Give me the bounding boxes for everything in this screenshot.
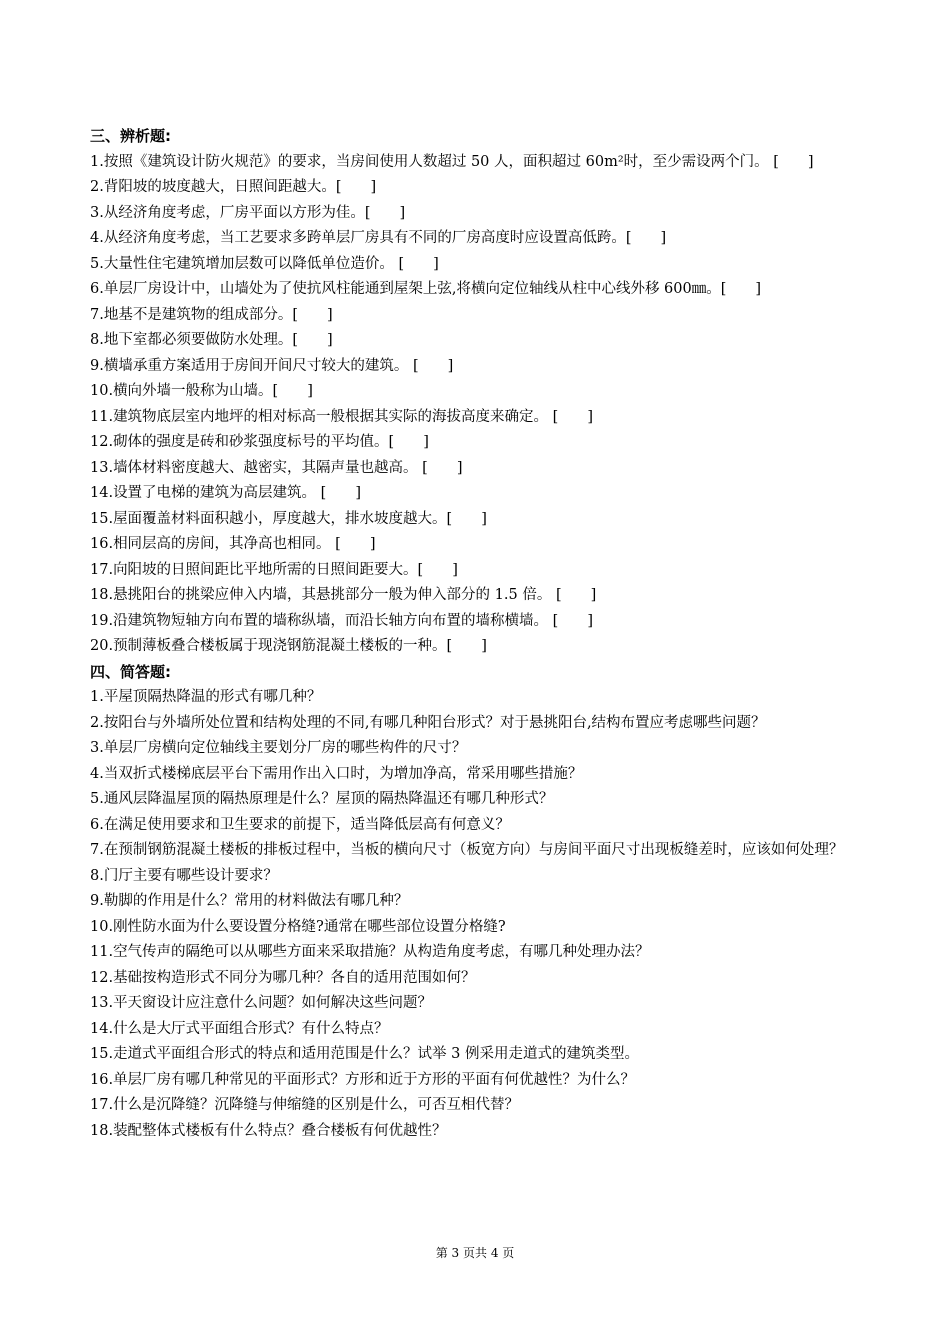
question-number: 1. xyxy=(90,153,104,170)
question-item xyxy=(90,940,870,966)
question-number: 5. xyxy=(90,791,104,807)
question-item xyxy=(90,405,870,431)
question-item xyxy=(90,991,870,1017)
question-item xyxy=(90,634,870,660)
question-number: 15. xyxy=(90,1046,114,1062)
question-item xyxy=(90,889,870,915)
question-item xyxy=(90,303,870,329)
question-number: 17. xyxy=(90,1097,114,1113)
question-item xyxy=(90,1068,870,1094)
question-item xyxy=(90,354,870,380)
question-item xyxy=(90,277,870,303)
question-item xyxy=(90,838,870,864)
question-item xyxy=(90,456,870,482)
question-number: 17. xyxy=(90,561,114,578)
question-text: 勒脚的作用是什么？常用的材料做法有哪几种？ xyxy=(103,893,409,909)
document-body xyxy=(90,124,870,1144)
question-text: 走道式平面组合形式的特点和适用范围是什么？试举 3 例采用走道式的建筑类型。 xyxy=(113,1046,640,1062)
question-text: 设置了电梯的建筑为高层建筑。 [ ] xyxy=(113,485,361,501)
question-text: 基础按构造形式不同分为哪几种？各自的适用范围如何？ xyxy=(113,969,476,986)
question-item xyxy=(90,1119,870,1145)
question-item xyxy=(90,583,870,609)
question-text: 从经济角度考虑，当工艺要求多跨单层厂房具有不同的厂房高度时应设置高低跨。[ ] xyxy=(103,230,667,246)
question-item xyxy=(90,685,870,711)
question-text: 预制薄板叠合楼板属于现浇钢筋混凝土楼板的一种。[ ] xyxy=(113,638,487,654)
question-text: 单层厂房横向定位轴线主要划分厂房的哪些构件的尺寸？ xyxy=(103,740,467,756)
question-number: 2. xyxy=(90,714,104,731)
question-number: 20. xyxy=(90,638,114,654)
question-text: 按照《建筑设计防火规范》的要求，当房间使用人数超过 50 人，面积超过 60m²时，至少需设两个门。 [ ] xyxy=(103,153,814,170)
question-number: 4. xyxy=(90,765,104,782)
question-text: 建筑物底层室内地坪的相对标高一般根据其实际的海拔高度来确定。 [ ] xyxy=(113,408,593,425)
question-item xyxy=(90,966,870,992)
question-item xyxy=(90,507,870,533)
question-item xyxy=(90,864,870,890)
question-number: 19. xyxy=(90,612,114,629)
question-item xyxy=(90,430,870,456)
question-number: 18. xyxy=(90,587,114,603)
question-text: 平屋顶隔热降温的形式有哪几种？ xyxy=(103,689,322,705)
question-text: 单层厂房有哪几种常见的平面形式？方形和近于方形的平面有何优越性？为什么？ xyxy=(113,1071,636,1088)
question-text: 装配整体式楼板有什么特点？叠合楼板有何优越性？ xyxy=(113,1122,447,1139)
question-number: 15. xyxy=(90,510,114,527)
question-number: 7. xyxy=(90,306,104,323)
section-heading: 四、简答题: xyxy=(90,662,171,681)
question-number: 7. xyxy=(90,842,104,858)
question-text: 相同层高的房间，其净高也相同。 [ ] xyxy=(113,536,376,552)
question-item xyxy=(90,915,870,941)
question-text: 单层厂房设计中，山墙处为了使抗风柱能通到屋架上弦,将横向定位轴线从柱中心线外移 600㎜。[ ] xyxy=(103,281,762,297)
question-number: 10. xyxy=(90,918,114,935)
question-item xyxy=(90,175,870,201)
question-number: 2. xyxy=(90,179,104,195)
question-number: 16. xyxy=(90,1071,114,1088)
question-number: 14. xyxy=(90,1020,114,1037)
question-text: 悬挑阳台的挑梁应伸入内墙，其悬挑部分一般为伸入部分的 1.5 倍。 [ ] xyxy=(113,587,597,603)
question-number: 4. xyxy=(90,230,104,246)
question-text: 按阳台与外墙所处位置和结构处理的不同,有哪几种阳台形式？对于悬挑阳台,结构布置应考虑哪些问题？ xyxy=(103,714,766,731)
question-text: 砌体的强度是砖和砂浆强度标号的平均值。[ ] xyxy=(113,434,429,450)
section-heading: 三、辨析题: xyxy=(90,127,171,145)
question-text: 平天窗设计应注意什么问题？如何解决这些问题？ xyxy=(113,995,433,1011)
question-text: 通风层降温屋顶的隔热原理是什么？屋顶的隔热降温还有哪几种形式？ xyxy=(103,791,554,807)
question-item xyxy=(90,328,870,354)
question-number: 3. xyxy=(90,204,104,221)
question-number: 9. xyxy=(90,893,104,909)
page-footer: 第 3 页共 4 页 xyxy=(435,1246,515,1260)
question-text: 什么是大厅式平面组合形式？有什么特点？ xyxy=(113,1020,389,1037)
question-number: 16. xyxy=(90,536,114,552)
question-text: 横向外墙一般称为山墙。[ ] xyxy=(113,383,313,399)
question-text: 空气传声的隔绝可以从哪些方面来采取措施？从构造角度考虑，有哪几种处理办法？ xyxy=(113,944,650,960)
question-item xyxy=(90,532,870,558)
question-number: 18. xyxy=(90,1122,114,1139)
question-text: 在预制钢筋混凝土楼板的排板过程中，当板的横向尺寸（板宽方向）与房间平面尺寸出现板缝差时，应该如何处理？ xyxy=(103,842,844,858)
question-number: 6. xyxy=(90,281,104,297)
question-text: 背阳坡的坡度越大，日照间距越大。[ ] xyxy=(103,179,377,195)
question-number: 6. xyxy=(90,816,104,833)
question-text: 墙体材料密度越大、越密实，其隔声量也越高。 [ ] xyxy=(113,459,463,476)
question-item xyxy=(90,813,870,839)
question-item xyxy=(90,558,870,584)
question-number: 12. xyxy=(90,969,114,986)
question-number: 12. xyxy=(90,434,114,450)
question-item xyxy=(90,201,870,227)
question-item xyxy=(90,1093,870,1119)
question-item xyxy=(90,711,870,737)
question-number: 5. xyxy=(90,255,104,272)
question-number: 8. xyxy=(90,867,104,884)
question-item xyxy=(90,150,870,176)
question-item xyxy=(90,252,870,278)
question-number: 1. xyxy=(90,689,104,705)
question-item xyxy=(90,787,870,813)
question-item xyxy=(90,226,870,252)
question-number: 13. xyxy=(90,995,114,1011)
question-text: 向阳坡的日照间距比平地所需的日照间距要大。[ ] xyxy=(113,561,458,578)
question-number: 9. xyxy=(90,357,104,374)
question-text: 大量性住宅建筑增加层数可以降低单位造价。 [ ] xyxy=(103,255,439,272)
question-text: 沿建筑物短轴方向布置的墙称纵墙，而沿长轴方向布置的墙称横墙。 [ ] xyxy=(113,612,593,629)
question-text: 当双折式楼梯底层平台下需用作出入口时，为增加净高，常采用哪些措施？ xyxy=(103,765,583,782)
question-text: 从经济角度考虑，厂房平面以方形为佳。[ ] xyxy=(103,204,406,221)
question-text: 屋面覆盖材料面积越小，厚度越大，排水坡度越大。[ ] xyxy=(113,510,487,527)
question-item xyxy=(90,1017,870,1043)
question-text: 横墙承重方案适用于房间开间尺寸较大的建筑。 [ ] xyxy=(103,357,454,374)
question-number: 14. xyxy=(90,485,114,501)
question-number: 11. xyxy=(90,944,114,960)
question-text: 什么是沉降缝？沉降缝与伸缩缝的区别是什么，可否互相代替？ xyxy=(113,1097,520,1113)
question-number: 8. xyxy=(90,332,104,348)
question-text: 门厅主要有哪些设计要求？ xyxy=(103,867,278,884)
question-item xyxy=(90,379,870,405)
question-item xyxy=(90,762,870,788)
question-text: 在满足使用要求和卫生要求的前提下，适当降低层高有何意义？ xyxy=(103,816,510,833)
question-item xyxy=(90,1042,870,1068)
question-text: 地下室都必须要做防水处理。[ ] xyxy=(103,332,333,348)
question-number: 3. xyxy=(90,740,104,756)
question-item xyxy=(90,736,870,762)
question-item xyxy=(90,481,870,507)
question-number: 10. xyxy=(90,383,114,399)
question-text: 刚性防水面为什么要设置分格缝?通常在哪些部位设置分格缝? xyxy=(113,918,506,935)
question-item xyxy=(90,609,870,635)
question-number: 13. xyxy=(90,459,114,476)
question-text: 地基不是建筑物的组成部分。[ ] xyxy=(103,306,333,323)
question-number: 11. xyxy=(90,408,114,425)
